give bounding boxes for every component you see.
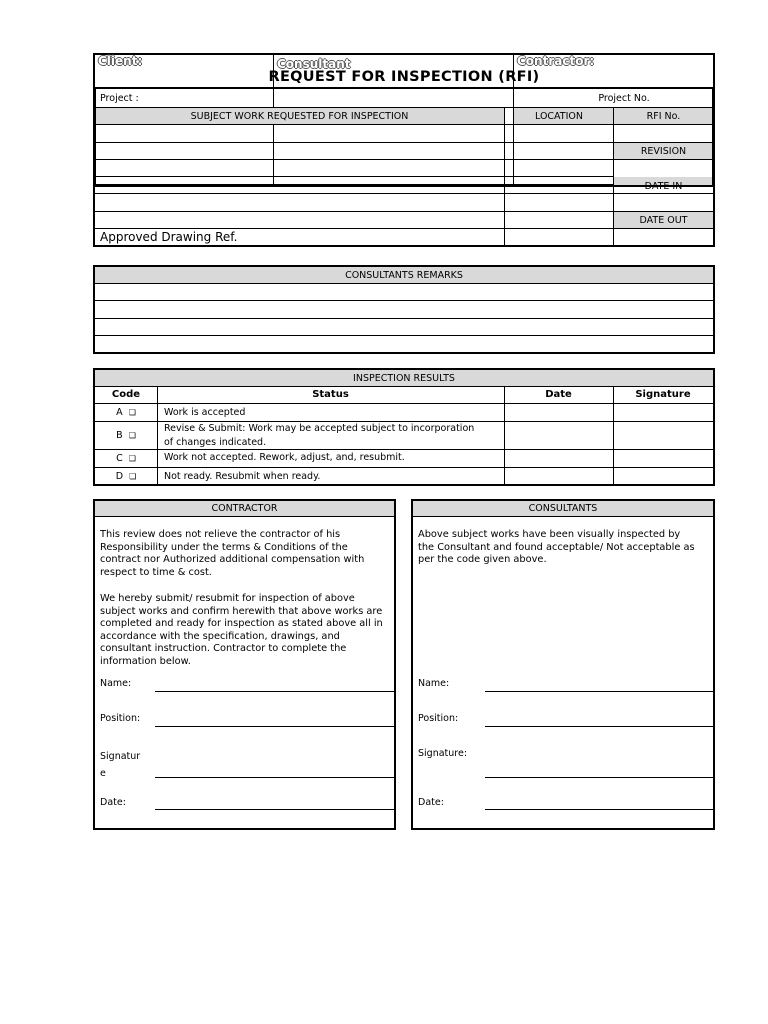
revision-label: REVISION [640,145,687,157]
date-out-label: DATE OUT [639,214,688,226]
contractor-signature-line[interactable] [155,777,394,778]
contractor-date-label: Date: [100,797,126,808]
contractor-paragraph-1 [100,529,392,579]
table-row-status: Work is accepted [164,407,246,418]
col-header-signature: Signature [635,389,691,400]
consultants-position-line[interactable] [485,726,713,727]
contractor-label: Contractor: [517,54,595,68]
code-letter: B [116,430,123,441]
project-no-label: Project No. [598,92,650,104]
contractor-header: CONTRACTOR [95,501,394,516]
col-divider [273,87,274,107]
status-line: Revise & Submit: Work may be accepted subject to incorporation [164,423,475,434]
row-divider [95,124,713,125]
col-header-code: Code [111,389,141,400]
consultants-date-line[interactable] [485,809,713,810]
table-row-code [95,450,157,467]
inspection-results-header: INSPECTION RESULTS [95,370,713,386]
frame-line [712,87,714,186]
code-letter: C [116,453,123,464]
row-divider [95,335,713,336]
row-divider [95,193,713,194]
col-divider [613,108,614,247]
project-label: Project : [100,92,139,104]
table-row-status [164,422,474,450]
row-divider [413,516,713,517]
consultants-paragraph [418,529,712,567]
code-letter: D [115,470,124,482]
consultants-position-label: Position: [418,713,459,724]
text-line: accordance with the specification, drawings, and [100,630,340,642]
table-row-code [95,404,157,421]
page-title: REQUEST FOR INSPECTION (RFI) [268,69,540,85]
contractor-name-line[interactable] [155,691,394,692]
col-header-date: Date [545,389,572,400]
col-divider [157,386,158,484]
text-line: Responsibility under the terms & Conditions of the [100,541,348,553]
consultants-signature-label: Signature: [418,748,468,759]
text-line: Signatur [100,751,141,762]
text-line: subject works and confirm herewith that above works are [100,605,383,617]
consultant-label: Consultant [277,57,351,71]
text-line: respect to time & cost. [100,566,212,578]
row-divider [95,516,394,517]
approved-drawing-label: Approved Drawing Ref. [100,230,238,244]
consultants-date-label: Date: [418,797,444,808]
text-line: e [100,768,106,779]
table-row-code [95,422,157,449]
text-line: per the code given above. [418,554,547,566]
frame-line [94,87,96,186]
frame-line [93,185,715,187]
text-line: contract nor Authorized additional compensation with [100,554,365,566]
table-row-status: Work not accepted. Rework, adjust, and, resubmit. [164,452,405,463]
text-line: We hereby submit/ resubmit for inspection of above [100,593,355,604]
text-line: consultant instruction. Contractor to complete the [100,643,347,655]
contractor-position-line[interactable] [155,726,394,727]
contractor-paragraph-2 [100,593,392,669]
status-line: of changes indicated. [164,437,267,448]
col-divider [513,108,514,185]
text-line: completed and ready for inspection as stated above all in [100,618,383,630]
subject-header: SUBJECT WORK REQUESTED FOR INSPECTION [190,110,409,122]
row-divider [95,300,713,301]
code-letter: A [116,407,123,418]
consultants-signature-line[interactable] [485,777,713,778]
col-divider [504,108,505,247]
client-label: Client: [98,54,143,68]
row-divider [95,159,713,160]
checkbox[interactable]: ❏ [128,408,136,417]
text-line: information below. [100,655,191,667]
rfi-no-label: RFI No. [646,110,681,122]
row-divider [95,283,713,284]
col-divider [513,87,514,107]
checkbox[interactable]: ❏ [128,431,136,440]
col-divider [613,386,614,484]
consultants-name-label: Name: [418,678,450,689]
table-row-status: Not ready. Resubmit when ready. [164,470,321,482]
checkbox[interactable]: ❏ [129,471,137,481]
row-divider [95,176,613,177]
date-in-label: DATE IN [644,180,683,192]
consultants-header: CONSULTANTS [413,501,713,516]
text-line: Above subject works have been visually inspected by [418,529,681,540]
consultants-remarks-header: CONSULTANTS REMARKS [95,267,713,283]
row-divider [95,142,613,143]
contractor-signature-label [100,748,140,782]
text-line: This review does not relieve the contractor of his [100,529,341,540]
location-header: LOCATION [534,110,583,122]
contractor-date-line[interactable] [155,809,394,810]
contractor-position-label: Position: [100,713,141,724]
contractor-name-label: Name: [100,678,132,689]
col-divider [273,124,274,185]
col-divider [504,386,505,484]
row-divider [95,318,713,319]
consultants-name-line[interactable] [485,691,713,692]
table-row-code [95,468,157,484]
col-header-status: Status [312,389,349,400]
checkbox[interactable]: ❏ [128,454,136,463]
text-line: the Consultant and found acceptable/ Not acceptable as [418,541,695,553]
